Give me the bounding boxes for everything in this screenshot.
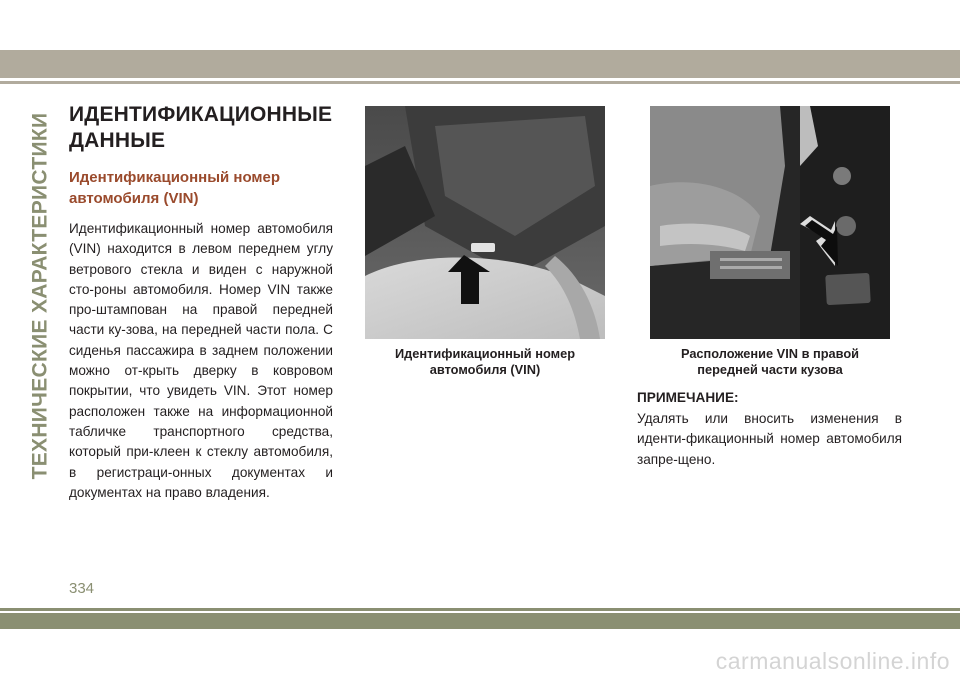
note-block xyxy=(637,389,902,470)
section-side-label xyxy=(22,98,58,494)
figure1-caption xyxy=(365,346,605,378)
figure2-caption-line1: Расположение VIN в правой xyxy=(680,346,860,361)
section-subtitle-line2: автомобиля (VIN) xyxy=(69,190,199,207)
floor-vin-illustration xyxy=(650,106,890,339)
windshield-vin-illustration xyxy=(365,106,605,339)
figure2-caption xyxy=(650,346,890,378)
figure1-caption-line1: Идентификационный номер xyxy=(394,346,576,361)
body-paragraph: Идентификационный номер автомобиля (VIN) находится в левом переднем углу ветрового стекла и виден с наружной сто-роны автомобиля. Номер VIN также про-штампован на правой передней части ку-зова, на передней части пола. С сиденья пассажира в заднем положении можно от-крыть дверку в ковровом покрытии, что увидеть VIN. Этот номер расположен также на информационной табличке транспортного средства, который при-клеен к стеклу автомобиля, в регистраци-онных документах и документах на право владения. xyxy=(69,221,333,500)
section-side-label-text: ТЕХНИЧЕСКИЕ ХАРАКТЕРИСТИКИ xyxy=(28,112,51,480)
page-number: 334 xyxy=(69,580,95,597)
floor-vin-photo xyxy=(650,106,890,339)
page-title xyxy=(69,102,333,154)
windshield-vin-photo xyxy=(365,106,605,339)
note-text: Удалять или вносить изменения в иденти-фикационный номер автомобиля запре-щено. xyxy=(637,411,902,467)
main-column xyxy=(69,102,333,503)
section-subtitle-line1: Идентификационный номер xyxy=(69,169,281,186)
watermark: carmanualsonline.info xyxy=(715,648,950,674)
page-title-line1: ИДЕНТИФИКАЦИОННЫЕ xyxy=(69,103,333,126)
page-title-line2: ДАННЫЕ xyxy=(69,129,166,152)
note-title: ПРИМЕЧАНИЕ: xyxy=(637,390,739,405)
header-band xyxy=(0,50,960,78)
footer-band xyxy=(0,613,960,629)
figure2-caption-line2: передней части кузова xyxy=(697,362,843,377)
figure1-caption-line2: автомобиля (VIN) xyxy=(429,362,541,377)
figure-vin-windshield xyxy=(365,106,605,378)
section-subtitle xyxy=(69,167,333,209)
figure-vin-floor xyxy=(650,106,890,378)
header-band-line xyxy=(0,81,960,84)
footer-band-line xyxy=(0,608,960,611)
